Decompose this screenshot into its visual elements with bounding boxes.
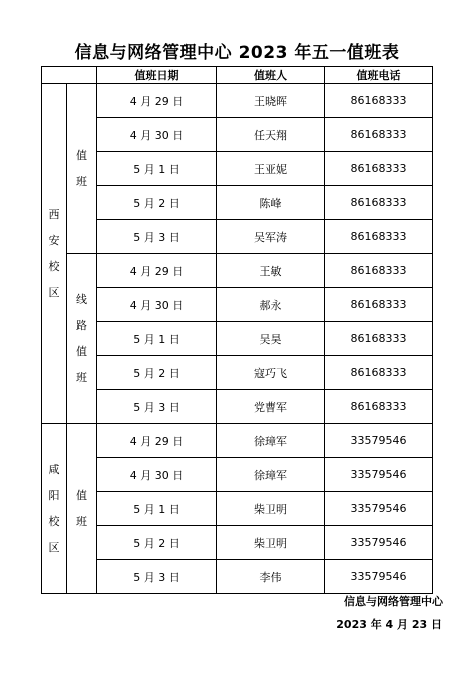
date-cell: 4 月 29 日 [97,84,217,118]
phone-cell: 86168333 [325,220,433,254]
person-cell: 柴卫明 [217,526,325,560]
campus-cell: 咸 阳 校 区 [42,424,67,594]
header-blank-cell [42,67,97,84]
table-row [42,152,433,186]
phone-cell: 33579546 [325,526,433,560]
date-cell: 4 月 29 日 [97,254,217,288]
person-cell: 吴昊 [217,322,325,356]
header-date: 值班日期 [97,67,217,84]
duty-type-cell: 值 班 [67,424,97,594]
date-cell: 5 月 1 日 [97,322,217,356]
footer-date: 2023 年 4 月 23 日 [336,618,442,631]
person-cell: 李伟 [217,560,325,594]
person-cell: 吴军涛 [217,220,325,254]
footer-organization: 信息与网络管理中心 [344,595,443,608]
date-cell: 5 月 1 日 [97,152,217,186]
table-row [42,424,433,458]
date-cell: 5 月 3 日 [97,220,217,254]
phone-cell: 33579546 [325,560,433,594]
person-cell: 任天翔 [217,118,325,152]
person-cell: 徐璋军 [217,458,325,492]
duty-schedule-table [41,66,433,594]
phone-cell: 86168333 [325,356,433,390]
table-row [42,186,433,220]
table-row [42,526,433,560]
phone-cell: 86168333 [325,118,433,152]
page-title: 信息与网络管理中心 2023 年五一值班表 [74,43,400,63]
phone-cell: 86168333 [325,84,433,118]
person-cell: 寇巧飞 [217,356,325,390]
duty-type-cell: 值 班 [67,84,97,254]
table-row [42,322,433,356]
phone-cell: 33579546 [325,424,433,458]
campus-cell: 西 安 校 区 [42,84,67,424]
phone-cell: 33579546 [325,492,433,526]
date-cell: 4 月 30 日 [97,118,217,152]
phone-cell: 86168333 [325,254,433,288]
phone-cell: 86168333 [325,390,433,424]
person-cell: 陈峰 [217,186,325,220]
date-cell: 5 月 3 日 [97,560,217,594]
table-row [42,288,433,322]
table-row [42,356,433,390]
table-header-row [42,67,433,84]
person-cell: 王敏 [217,254,325,288]
person-cell: 柴卫明 [217,492,325,526]
date-cell: 5 月 2 日 [97,356,217,390]
duty-type-cell: 线 路 值 班 [67,254,97,424]
phone-cell: 86168333 [325,288,433,322]
date-cell: 5 月 2 日 [97,526,217,560]
phone-cell: 86168333 [325,322,433,356]
table-row [42,492,433,526]
person-cell: 党曹军 [217,390,325,424]
phone-cell: 33579546 [325,458,433,492]
person-cell: 王晓晖 [217,84,325,118]
table-row [42,390,433,424]
phone-cell: 86168333 [325,186,433,220]
table-row [42,458,433,492]
table-row [42,560,433,594]
person-cell: 徐璋军 [217,424,325,458]
person-cell: 王亚妮 [217,152,325,186]
table-row [42,84,433,118]
date-cell: 5 月 3 日 [97,390,217,424]
table-row [42,118,433,152]
table-body [42,84,433,594]
date-cell: 5 月 2 日 [97,186,217,220]
header-phone: 值班电话 [325,67,433,84]
header-person: 值班人 [217,67,325,84]
date-cell: 5 月 1 日 [97,492,217,526]
table-row [42,220,433,254]
table-row [42,254,433,288]
phone-cell: 86168333 [325,152,433,186]
date-cell: 4 月 30 日 [97,458,217,492]
date-cell: 4 月 30 日 [97,288,217,322]
person-cell: 郝永 [217,288,325,322]
date-cell: 4 月 29 日 [97,424,217,458]
